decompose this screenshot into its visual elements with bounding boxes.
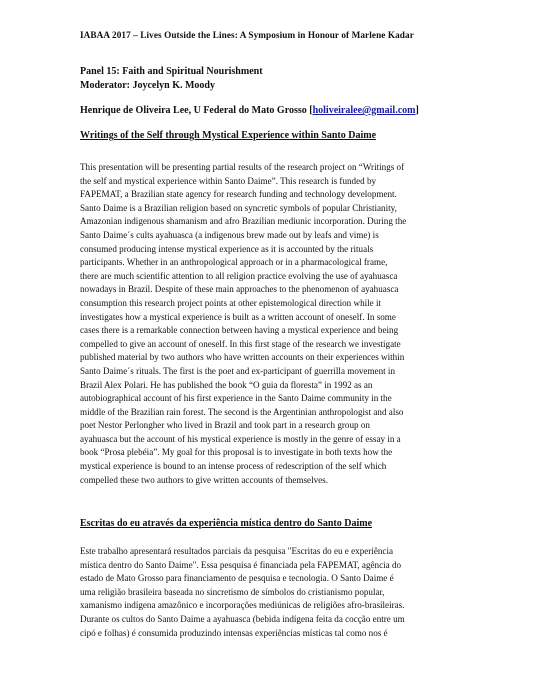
english-line: autobiographical account of his first experience in the Santo Daime community in the [80,393,392,404]
portuguese-line: Este trabalho apresentará resultados parciais da pesquisa "Escritas do eu e experiência [80,546,394,556]
portuguese-line: xamanismo indígena amazônico e incorporações mediúnicas de religiões afro-brasileiras. [80,600,405,611]
english-line: compelled these two authors to give written accounts of themselves. [80,474,328,485]
english-line: consumed producing intense mystical experience as it is accounted by the rituals [80,243,374,254]
document-header: IABAA 2017 – Lives Outside the Lines: A Symposium in Honour of Marlene Kadar [80,30,414,40]
english-line: cases there is a remarkable connection between having a mystical experience and being [80,325,399,336]
english-line: Santo Daime´s rituals. The first is the poet and ex-participant of guerrilla movement in [80,365,395,376]
english-line: the self and mystical experience within Santo Daime”. This research is funded by [80,175,377,186]
author-line [80,104,490,118]
english-line: compelled to give an account of oneself. In this first stage of the research we investigate [80,338,401,349]
panel-info [80,65,480,93]
english-line: ayahuasca but the account of his mystical experience is mostly in the genre of essay in a [80,433,401,444]
english-line: nowadays in Brazil. Despite of these main approaches to the phenomenon of ayahuasca [80,284,399,295]
portuguese-line: estado de Mato Grosso para financiamento de pesquisa e tecnologia. O Santo Daime é [80,573,394,584]
english-line: FAPEMAT, a Brazilian state agency for research funding and technology development. [80,189,397,200]
english-line: Brazil Alex Polari. He has published the book “O guia da floresta” in 1992 as an [80,379,373,390]
author-email-link[interactable]: holiveiralee@gmail.com [312,105,416,116]
english-line: there are much scientific attention to all religion practice evolving the use of ayahuasca [80,270,398,281]
portuguese-abstract [80,545,474,640]
english-line: consumption this research project points at other epistemological direction while it [80,297,382,308]
english-line: published material by two authors who have written accounts on their experiences within [80,352,405,363]
english-line: middle of the Brazilian rain forest. The second is the Argentinian anthropologist and also [80,406,404,417]
english-line: mystical experience is bound to an intense process of redescription of the self which [80,461,387,472]
english-abstract [80,161,474,487]
english-line: This presentation will be presenting partial results of the research project on “Writings of [80,162,405,172]
portuguese-line: uma religião brasileira baseada no sincretismo de símbolos do cristianismo popular, [80,586,385,597]
english-line: Santo Daime is a Brazilian religion based on syncretic symbols of popular Christianity, [80,202,397,213]
english-line: book “Prosa plebéia”. My goal for this proposal is to investigate in both texts how the [80,447,393,458]
portuguese-line: cipó e folhas) é consumida produzindo intensas experiências místicas tal como nos é [80,627,388,638]
panel-title: Panel 15: Faith and Spiritual Nourishment [80,66,263,77]
english-line: poet Nestor Perlongher who lived in Brazil and took part in a research group on [80,420,370,431]
english-line: participants. Whether in an anthropological approach or in a pharmacological frame, [80,257,388,268]
english-line: Santo Daime´s cults ayahuasca (a indigenous brew made out by leafs and vime) is [80,229,379,240]
portuguese-line: mística dentro do Santo Daime". Essa pesquisa é financiada pela FAPEMAT, agência do [80,559,402,570]
portuguese-line: Durante os cultos do Santo Daime a ayahuasca (bebida indígena feita da cocção entre um [80,613,405,624]
email-close-bracket: ] [415,105,419,116]
portuguese-section-title: Escritas do eu através da experiência mística dentro do Santo Daime [80,518,373,529]
english-line: Amazonian indigenous shamanism and afro Brazilian mediunic incorporation. During the [80,216,407,227]
author-name: Henrique de Oliveira Lee, U Federal do Mato Grosso [80,105,310,116]
english-line: investigates how a mystical experience is built as a written account of oneself. In some [80,311,396,322]
email-open-bracket: [ [309,105,313,116]
panel-moderator: Moderator: Joycelyn K. Moody [80,80,215,91]
english-section-title: Writings of the Self through Mystical Experience within Santo Daime [80,130,377,141]
